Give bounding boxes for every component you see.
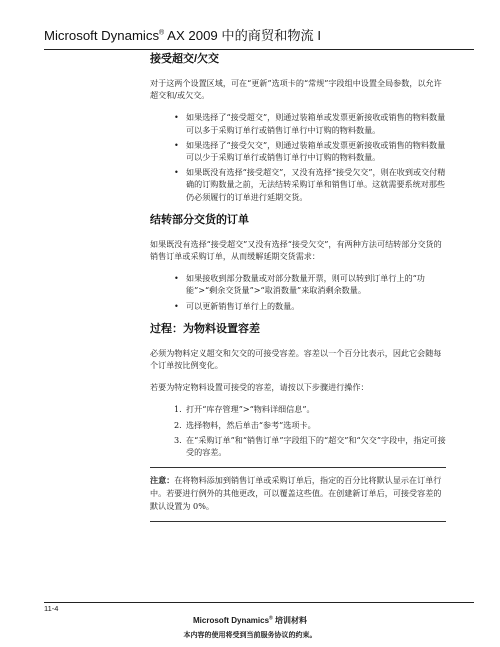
note-label: 注意：	[150, 476, 175, 486]
bullet-icon: •	[174, 300, 179, 311]
bullet-list	[150, 272, 446, 312]
page-header	[44, 25, 474, 50]
section-heading-over-under-delivery: 接受超交/欠交	[150, 53, 220, 65]
note-box	[150, 467, 446, 522]
bullet-icon: •	[174, 139, 179, 150]
bullet-icon: •	[174, 112, 179, 123]
step-list	[150, 403, 446, 458]
footer-disclaimer: 本内容的使用将受到当前服务协议的约束。	[183, 631, 317, 639]
registered-mark: ®	[269, 615, 273, 622]
section-intro: 如果既没有选择“接受超交”又没有选择“接受欠交”，有两种方法可结转部分交货的销售订单或采购订单，从而缓解延期交货需求：	[150, 238, 442, 262]
registered-mark: ®	[159, 29, 165, 37]
bullet-list	[150, 111, 446, 202]
section-heading-procedure-tolerance: 过程：为物料设置容差	[150, 322, 260, 335]
list-item: • 可以更新销售订单行上的数量。	[174, 300, 300, 311]
section-heading-close-partial-orders: 结转部分交货的订单	[150, 213, 249, 226]
footer-title: Microsoft Dynamics® 培训材料	[193, 615, 307, 625]
header-title: Microsoft Dynamics	[44, 28, 160, 43]
step-item: 2. 选择物料，然后单击“参考”选项卡。	[174, 419, 316, 430]
main-content	[150, 52, 446, 522]
bullet-icon: •	[174, 167, 179, 178]
section-paragraph: 必须为物料定义超交和欠交的可接受容差。容差以一个百分比表示，因此它会随每个订单按比例变化。	[150, 347, 442, 371]
list-item: • 如果接收到部分数量或对部分数量开票，则可以转到订单行上的“功能”>“剩余交货量”>“取消数量”来取消剩余数量。	[174, 273, 425, 296]
section-paragraph: 若要为特定物料设置可接受的容差，请按以下步骤进行操作：	[150, 382, 369, 393]
section-intro: 对于这两个设置区域，可在“更新”选项卡的“常规”字段组中设置全局参数，以允许超交和/或欠交。	[150, 78, 442, 101]
footer-divider	[44, 602, 474, 603]
step-item: 1. 打开“库存管理”>“物料详细信息”。	[174, 404, 315, 415]
header-title-suffix: AX 2009 中的商贸和物流 I	[164, 28, 322, 43]
list-item: • 如果选择了“接受欠交”，则通过装箱单或发票更新接收或销售的物料数量可以少于采购订单行或销售订单行中订购的物料数量。	[174, 139, 446, 163]
page-number: 11-4	[44, 604, 59, 613]
note-text: 在将物料添加到销售订单或采购订单后，指定的百分比将默认显示在订单行中。若要进行例外的其他更改，可以覆盖这些值。在创建新订单后，可接受容差的默认设置为 0%。	[150, 475, 442, 511]
list-item: • 如果既没有选择“接受超交”，又没有选择“接受欠交”，则在收到或交付精确的订购数量之前，无法结转采购订单和销售订单。这就需要系统对那些仍必须履行的订单进行延期交货。	[174, 167, 446, 202]
list-item: • 如果选择了“接受超交”，则通过装箱单或发票更新接收或销售的物料数量可以多于采购订单行或销售订单行中订购的物料数量。	[174, 112, 446, 135]
bullet-icon: •	[174, 273, 179, 284]
step-item: 3. 在“采购订单”和“销售订单”字段组下的“超交”和“欠交”字段中，指定可接受的容差。	[174, 434, 446, 458]
